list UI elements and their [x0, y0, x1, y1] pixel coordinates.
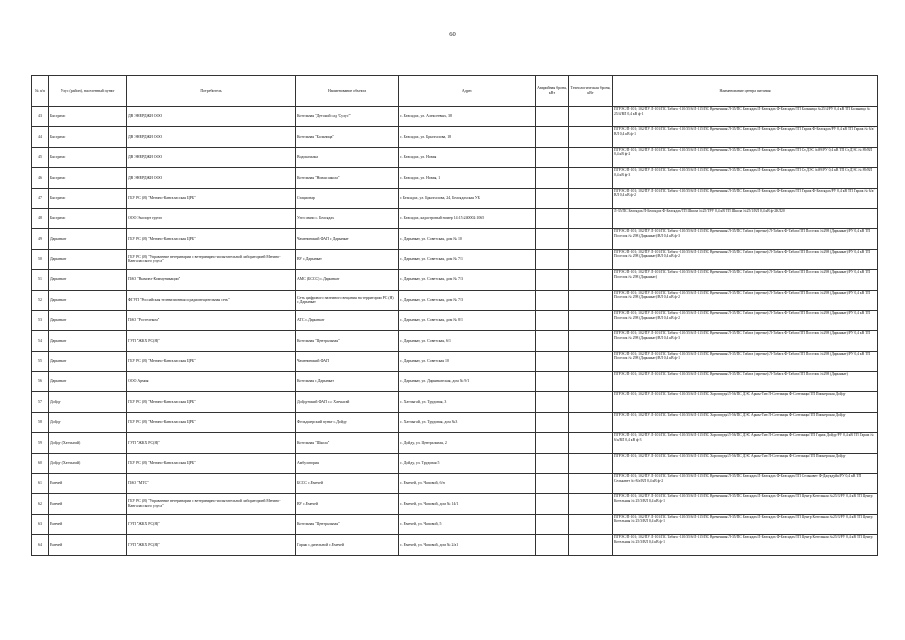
cell-consumer: ГУП "ЖКХ РС(Я)" [127, 433, 296, 453]
cell-emergency-reserve [536, 453, 569, 473]
cell-row-number: 61 [32, 474, 49, 494]
cell-row-number: 52 [32, 290, 49, 310]
cell-emergency-reserve [536, 249, 569, 269]
table-row [32, 372, 878, 392]
cell-row-number: 54 [32, 331, 49, 351]
cell-address: с. Дарынкат, ул. Советская, дом № 8/1 [399, 310, 536, 330]
cell-row-number: 50 [32, 249, 49, 269]
cell-address: с. Беасядах, ул. Новая [399, 147, 536, 167]
cell-address: с. Беасядах, ул. Брызгалова, 18 [399, 127, 536, 147]
table-row [32, 188, 878, 208]
cell-object-name: Амбулатория [296, 453, 399, 473]
cell-row-number: 51 [32, 270, 49, 290]
cell-object-name: Стационар [296, 188, 399, 208]
cell-technological-reserve [569, 494, 613, 514]
cell-technological-reserve [569, 107, 613, 127]
table-row [32, 351, 878, 371]
col-header-consumer: Потребитель [127, 76, 296, 107]
cell-district: Бясгдимс [49, 107, 127, 127]
cell-power-center: ПГРЭС/П-101; 102/ПУ Л-101/ПС Табага -110/35/6/Л-115/ПС Временная/Л-35/ПС Беасядах/Л-Беасядах Ф-Беасядах/ТП Ст.ДЭС №89/РУ 0,4 кВ ТП Ст.ДЭС № 89/ВЛ 0,4 кВ ф-3 [613, 168, 878, 188]
cell-technological-reserve [569, 412, 613, 432]
cell-row-number: 43 [32, 107, 49, 127]
cell-power-center: ПГРЭС/П-101; 102/ПУ Л-101/ПС Табага -110/35/6/Л-115/ПС Хороппудя/Л-56/ПС ДЭС Арыы-Тит/Л-Соттинцы Ф-Соттинцы/ТП Гараж Дойду/РУ 0,4 кВ ТП Гараж № 6/а/ВЛ 0,4 кВ ф-3 [613, 433, 878, 453]
cell-district: Дарынкат [49, 270, 127, 290]
cell-consumer: ПАО "Ростелеком" [127, 310, 296, 330]
cell-emergency-reserve [536, 290, 569, 310]
col-header-district: Улус (район), населенный пункт [49, 76, 127, 107]
cell-object-name: Котельная "Центральная" [296, 514, 399, 534]
cell-row-number: 62 [32, 494, 49, 514]
cell-consumer: ПАО "МТС" [127, 474, 296, 494]
cell-power-center: ПГРЭС/П-101; 102/ПУ Л-101/ПС Табага -110/35/6/Л-115/ПС Временная/Л-35/ПС Табага (заречье)/Л-Табага Ф-Табага/ТП Поселок №298 (Дарынкат)/РУ 0,4 кВ ТП Поселок № 298 (Дарынкат) [613, 270, 878, 290]
cell-consumer: ООО Экспорт групп [127, 208, 296, 228]
cell-object-name: Водокачалка [296, 147, 399, 167]
cell-power-center: ПГРЭС/П-101; 102/ПУ Л-101/ПС Табага -110/35/6/Л-115/ПС Временная/Л-35/ПС Табага (заречье)/Л-Табага Ф-Табага/ТП Поселок №298 (Дарынкат)/РУ 0,4 кВ ТП Поселок № 298 (Дарынкат)/ВЛ 0,4 кВ ф-3 [613, 331, 878, 351]
cell-consumer: ПАО "Вымпел-Коммуникации" [127, 270, 296, 290]
cell-technological-reserve [569, 474, 613, 494]
cell-district: Бясгдимс [49, 168, 127, 188]
col-header-address: Адрес [399, 76, 536, 107]
cell-emergency-reserve [536, 107, 569, 127]
cell-object-name: Узел связи с. Беасядах [296, 208, 399, 228]
cell-row-number: 45 [32, 147, 49, 167]
cell-district: Бясгдимс [49, 208, 127, 228]
cell-address: с. Емечей, ул. Чаповой, дом № 14/1 [399, 494, 536, 514]
cell-emergency-reserve [536, 208, 569, 228]
table-row [32, 229, 878, 249]
cell-emergency-reserve [536, 372, 569, 392]
cell-emergency-reserve [536, 351, 569, 371]
cell-row-number: 48 [32, 208, 49, 228]
cell-technological-reserve [569, 514, 613, 534]
cell-emergency-reserve [536, 229, 569, 249]
col-header-object: Наименование объекта [296, 76, 399, 107]
cell-technological-reserve [569, 351, 613, 371]
cell-consumer: ГБУ РС (Я) "Мегино-Кангаласская ЦРБ" [127, 392, 296, 412]
cell-object-name: АТС с.Дарынкат [296, 310, 399, 330]
table-row [32, 494, 878, 514]
cell-row-number: 49 [32, 229, 49, 249]
cell-power-center: ПГРЭС/П-101; 102/ПУ Л-101/ПС Табага -110/35/6/Л-115/ПС Хороппудя/Л-56/ПС ДЭС Арыы-Тит/Л-Соттинцы Ф-Соттинцы/ТП Пионерская Дойду [613, 453, 878, 473]
cell-power-center: ПГРЭС/П-101; 102/ПУ Л-101/ПС Табага -110/35/6/Л-115/ПС Временная/Л-35/ПС Беасядах/Л-Беасядах Ф-Беасядах/ТП Центр Котельная №25/3/РУ 0,4 кВ ТП Центр Котельная № 25/3/ВЛ 0,4 кВ ф-1 [613, 514, 878, 534]
table-row [32, 392, 878, 412]
cell-technological-reserve [569, 168, 613, 188]
table-row [32, 433, 878, 453]
cell-technological-reserve [569, 535, 613, 555]
cell-emergency-reserve [536, 127, 569, 147]
cell-district: Дойду (Хатчыгай) [49, 433, 127, 453]
table-row [32, 412, 878, 432]
cell-district: Емечей [49, 494, 127, 514]
cell-power-center: ПГРЭС/П-101; 102/ПУ Л-101/ПС Табага -110/35/6/Л-115/ПС Временная/Л-35/ПС Беасядах/Л-Беасядах Ф-Беасядах/ТП Центр Котельная №25/3/РУ 0,4 кВ ТП Центр Котельная № 25/3/ВЛ 0,4 кВ ф-1 [613, 494, 878, 514]
cell-district: Емечей [49, 535, 127, 555]
cell-emergency-reserve [536, 147, 569, 167]
table-row [32, 453, 878, 473]
cell-power-center: ПГРЭС/П-101; 102/ПУ Л-101/ПС Табага -110/35/6/Л-115/ПС Временная/Л-35/ПС Табага (заречье)/Л-Табага Ф-Табага/ТП Поселок №298 (Дарынкат)/РУ 0,4 кВ ТП Поселок № 298 (Дарынкат)/ВЛ 0,4 кВ ф-2 [613, 290, 878, 310]
col-header-power-center: Наименование центра питания [613, 76, 878, 107]
table-header-row [32, 76, 878, 107]
cell-technological-reserve [569, 249, 613, 269]
cell-row-number: 53 [32, 310, 49, 330]
table-row [32, 107, 878, 127]
cell-consumer: ГУП "ЖКХ РС(Я)" [127, 331, 296, 351]
cell-power-center: ПГРЭС/П-101; 102/ПУ Л-101/ПС Табага -110/35/6/Л-115/ПС Хороппудя/Л-56/ПС ДЭС Арыы-Тит/Л-Соттинцы Ф-Соттинцы/ТП Пионерская Дойду [613, 412, 878, 432]
cell-object-name: Фельдшерский пункт с.Дойду [296, 412, 399, 432]
cell-address: с. Беасядах, ул. Алексеевых, 38 [399, 107, 536, 127]
cell-consumer: ГБУ РС (Я) "Управление ветеринарии с ветеринарно-испытательной лабораторией Мегино-Кангаласского улуса" [127, 249, 296, 269]
cell-technological-reserve [569, 310, 613, 330]
cell-emergency-reserve [536, 535, 569, 555]
cell-emergency-reserve [536, 168, 569, 188]
cell-object-name: ВУ с.Емечей [296, 494, 399, 514]
cell-power-center: ПГРЭС/П-101; 102/ПУ Л-101/ПС Табага -110/35/6/Л-115/ПС Временная/Л-35/ПС Беасядах/Л-Беасядах Ф-Беасядах/ТП Ст.ДЭС №89/РУ 0,4 кВ ТП Ст.ДЭС № 89/ВЛ 0,4 кВ ф-2 [613, 147, 878, 167]
cell-power-center: ПГРЭС/П-101; 102/ПУ Л-101/ПС Табага -110/35/6/Л-115/ПС Временная/Л-35/ПС Беасядах/Л-Беасядах Ф-Беасядах/ТП Больница №25/4/РУ 0,4 кВ ТП Больница № 25/4/ВЛ 0,4 кВ ф-1 [613, 107, 878, 127]
cell-consumer: ГУП "ЖКХ РС(Я)" [127, 514, 296, 534]
table-body [32, 107, 878, 556]
cell-consumer: ФГУП "Российская телевизионная и радиовещательная сеть" [127, 290, 296, 310]
cell-address: с. Дарынкат, ул. Советская, 6/1 [399, 331, 536, 351]
cell-row-number: 58 [32, 412, 49, 432]
table-row [32, 249, 878, 269]
cell-consumer: ДВ ЭНЕРДЖИ ООО [127, 168, 296, 188]
cell-address: с. Емечей, ул. Чаповой, 5 [399, 514, 536, 534]
cell-consumer: ООО Армия [127, 372, 296, 392]
cell-address: с. Дарынкат, ул. Советская, дом № 7/3 [399, 270, 536, 290]
cell-row-number: 55 [32, 351, 49, 371]
cell-row-number: 59 [32, 433, 49, 453]
table-row [32, 147, 878, 167]
col-header-technological-reserve: Технологическая броня, кВт [569, 76, 613, 107]
cell-district: Дарынкат [49, 290, 127, 310]
cell-consumer: ГБУ РС (Я) "Управление ветеринарии с ветеринарно-испытательной лабораторией Мегино-Кангаласского улуса" [127, 494, 296, 514]
cell-power-center: ПГРЭС/П-101; 102/ПУ Л-101/ПС Табага -110/35/6/Л-115/ПС Временная/Л-35/ПС Беасядах/Л-Беасядах Ф-Беасядах/ТП Селькавет Ф-Джукдуйк/РУ 0,4 кВ ТП Селькавет №-8/а/ВЛ 0,4 кВ ф-2 [613, 474, 878, 494]
cell-row-number: 64 [32, 535, 49, 555]
cell-row-number: 56 [32, 372, 49, 392]
cell-technological-reserve [569, 147, 613, 167]
cell-address: с. Дойду, ул. Центральная, 2 [399, 433, 536, 453]
cell-district: Дойду [49, 392, 127, 412]
cell-address: с. Хатчыгай, ул. Трудовая, 3 [399, 392, 536, 412]
cell-power-center: ПГРЭС/П-101; 102/ПУ Л-101/ПС Табага -110/35/6/Л-115/ПС Временная/Л-35/ПС Табага (заречье)/Л-Табага Ф-Табага/ТП Поселок №298 (Дарынкат) [613, 372, 878, 392]
cell-row-number: 57 [32, 392, 49, 412]
cell-row-number: 44 [32, 127, 49, 147]
cell-address: с. Емечей, ул. Чаповой, б/н [399, 474, 536, 494]
cell-district: Дарынкат [49, 229, 127, 249]
cell-district: Дарынкат [49, 310, 127, 330]
table-row [32, 208, 878, 228]
table-row [32, 535, 878, 555]
cell-technological-reserve [569, 188, 613, 208]
page-number: 60 [449, 31, 456, 38]
cell-technological-reserve [569, 270, 613, 290]
cell-address: с. Дарынкат, ул. Советская 10 [399, 351, 536, 371]
cell-consumer: ГУП "ЖКХ РС(Я)" [127, 535, 296, 555]
cell-emergency-reserve [536, 433, 569, 453]
cell-technological-reserve [569, 290, 613, 310]
table-row [32, 474, 878, 494]
cell-technological-reserve [569, 331, 613, 351]
cell-power-center: ПГРЭС/П-101; 102/ПУ Л-101/ПС Табага -110/35/6/Л-115/ПС Временная/Л-35/ПС Табага (заречье)/Л-Табага Ф-Табага/ТП Поселок №298 (Дарынкат)/РУ 0,4 кВ ТП Поселок № 298 (Дарынкат)/ВЛ 0,4 кВ ф-2 [613, 310, 878, 330]
cell-technological-reserve [569, 433, 613, 453]
cell-object-name: ВУ с.Дарынкат [296, 249, 399, 269]
cell-consumer: ГБУ РС (Я) "Мегино-Кангаласская ЦРБ" [127, 229, 296, 249]
cell-object-name: БССС с.Емечей [296, 474, 399, 494]
cell-technological-reserve [569, 208, 613, 228]
table-row [32, 331, 878, 351]
cell-address: с. Дарынкат, ул. Дарынкатская, дом № 9/1 [399, 372, 536, 392]
cell-row-number: 63 [32, 514, 49, 534]
cell-district: Бясгдимс [49, 188, 127, 208]
cell-district: Дойду (Хатчыгай) [49, 453, 127, 473]
cell-district: Дарынкат [49, 351, 127, 371]
cell-emergency-reserve [536, 392, 569, 412]
table-row [32, 270, 878, 290]
cell-district: Дарынкат [49, 249, 127, 269]
cell-row-number: 60 [32, 453, 49, 473]
cell-object-name: Котельная с.Дарынкат [296, 372, 399, 392]
cell-address: с Беасядах, ул. Брызгалова, 24, Беасядахская УБ [399, 188, 536, 208]
cell-district: Емечей [49, 514, 127, 534]
table-row [32, 514, 878, 534]
cell-emergency-reserve [536, 494, 569, 514]
cell-emergency-reserve [536, 412, 569, 432]
cell-address: с. Емечей, ул. Чаповой, дом № 2/а1 [399, 535, 536, 555]
cell-object-name: Сеть цифрового наземного вещания на территории РС (Я) с.Дарынкат [296, 290, 399, 310]
cell-address: с. Беасядах, кадастровый номер 14:15:240002:1065 [399, 208, 536, 228]
cell-technological-reserve [569, 229, 613, 249]
cell-object-name: АМС (БССС) с.Дарынкат [296, 270, 399, 290]
cell-consumer: ДВ ЭНЕРДЖИ ООО [127, 107, 296, 127]
cell-emergency-reserve [536, 474, 569, 494]
cell-object-name: Котельная "Больница" [296, 127, 399, 147]
cell-row-number: 46 [32, 168, 49, 188]
cell-consumer: ГБУ РС (Я) "Мегино-Кангаласская ЦРБ" [127, 412, 296, 432]
cell-power-center: ПГРЭС/П-101; 102/ПУ Л-101/ПС Табага -110/35/6/Л-115/ПС Временная/Л-35/ПС Беасядах/Л-Беасядах Ф-Беасядах/ТП Центр Котельная №25/3/РУ 0,4 кВ ТП Центр Котельная № 25/3/ВЛ 0,4 кВ ф-1 [613, 535, 878, 555]
cell-consumer: ГБУ РС (Я) "Мегино-Кангаласская ЦРБ" [127, 351, 296, 371]
cell-power-center: ПГРЭС/П-101; 102/ПУ Л-101/ПС Табага -110/35/6/Л-115/ПС Временная/Л-35/ПС Табага (заречье)/Л-Табага Ф-Табага/ТП Поселок №298 (Дарынкат)/РУ 0,4 кВ ТП Поселок № 298 (Дарынкат)/ВЛ 0,4 кВ ф-1 [613, 351, 878, 371]
cell-technological-reserve [569, 127, 613, 147]
col-header-emergency-reserve: Аварийная броня, кВт [536, 76, 569, 107]
cell-consumer: ГБУ РС (Я) "Мегино-Кангаласская ЦРБ" [127, 188, 296, 208]
table-row [32, 290, 878, 310]
cell-technological-reserve [569, 392, 613, 412]
cell-object-name: Котельная "Детский сад 'Сулус'" [296, 107, 399, 127]
cell-consumer: ДВ ЭНЕРДЖИ ООО [127, 127, 296, 147]
cell-address: с. Дарынкат, ул. Советская, дом № 7/3 [399, 290, 536, 310]
cell-power-center: ПГРЭС/П-101; 102/ПУ Л-101/ПС Табага -110/35/6/Л-115/ПС Временная/Л-35/ПС Табага (заречье)/Л-Табага Ф-Табага/ТП Поселок №298 (Дарынкат)/РУ 0,4 кВ ТП Поселок № 298 (Дарынкат)/ВЛ 0,4 кВ ф-3 [613, 229, 878, 249]
cell-power-center: Л-35/ПС Беасядах/Л-Беасядах Ф-Беасядах/ТП Школа №25/ТРУ 0,4 кВ ТП Школа №25/1/ВЛ 0,4 кВ ф-2КЛ20 [613, 208, 878, 228]
cell-object-name: Котельная "Школа" [296, 433, 399, 453]
cell-object-name: Чаменинский ФАП с Дарынкат [296, 229, 399, 249]
cell-object-name: Гараж с.дизельной с.Емечей [296, 535, 399, 555]
table-row [32, 127, 878, 147]
cell-power-center: ПГРЭС/П-101; 102/ПУ Л-101/ПС Табага -110/35/6/Л-115/ПС Временная/Л-35/ПС Беасядах/Л-Беасядах Ф-Беасядах/ТП Гараж Ф-Беасядах/РУ 0,4 кВ ТП Гараж № 6/а/ВЛ 0,4 кВ ф-2 [613, 188, 878, 208]
cell-consumer: ДВ ЭНЕРДЖИ ООО [127, 147, 296, 167]
cell-power-center: ПГРЭС/П-101; 102/ПУ Л-101/ПС Табага -110/35/6/Л-115/ПС Временная/Л-35/ПС Беасядах/Л-Беасядах Ф-Беасядах/ТП Гараж Ф-Беасядах/РУ 0,4 кВ ТП Гараж № 6/а/ВЛ 0,4 кВ ф-1 [613, 127, 878, 147]
cell-district: Бясгдимс [49, 127, 127, 147]
cell-object-name: Котельная "Центральная" [296, 331, 399, 351]
cell-technological-reserve [569, 453, 613, 473]
cell-address: с. Дойду, ул. Трудовая 5 [399, 453, 536, 473]
cell-district: Дарынкат [49, 331, 127, 351]
cell-emergency-reserve [536, 188, 569, 208]
table-row [32, 310, 878, 330]
cell-emergency-reserve [536, 331, 569, 351]
cell-district: Емечей [49, 474, 127, 494]
col-header-number: № п/п [32, 76, 49, 107]
cell-technological-reserve [569, 372, 613, 392]
cell-address: с. Хатчыгай, ул. Трудовая, дом №3 [399, 412, 536, 432]
cell-address: с. Беасядах, ул. Новая, 1 [399, 168, 536, 188]
cell-object-name: Дойдунский ФАП с.с Хатчыгай [296, 392, 399, 412]
cell-address: с. Дарынкат, ул. Советская, дом № 7/1 [399, 249, 536, 269]
cell-district: Дойду [49, 412, 127, 432]
cell-district: Дарынкат [49, 372, 127, 392]
cell-object-name: Чаменинский ФАП [296, 351, 399, 371]
cell-emergency-reserve [536, 310, 569, 330]
cell-emergency-reserve [536, 514, 569, 534]
cell-power-center: ПГРЭС/П-101; 102/ПУ Л-101/ПС Табага -110/35/6/Л-115/ПС Хороппудя/Л-56/ПС ДЭС Арыы-Тит/Л-Соттинцы Ф-Соттинцы/ТП Пионерская Дойду [613, 392, 878, 412]
cell-power-center: ПГРЭС/П-101; 102/ПУ Л-101/ПС Табага -110/35/6/Л-115/ПС Временная/Л-35/ПС Табага (заречье)/Л-Табага Ф-Табага/ТП Поселок №298 (Дарынкат)/РУ 0,4 кВ ТП Поселок № 298 (Дарынкат)/ВЛ 0,4 кВ ф-2 [613, 249, 878, 269]
table-row [32, 168, 878, 188]
cell-district: Бясгдимс [49, 147, 127, 167]
cell-object-name: Котельная "Новая школа" [296, 168, 399, 188]
cell-row-number: 47 [32, 188, 49, 208]
power-consumers-table [31, 75, 878, 556]
cell-consumer: ГБУ РС (Я) "Мегино-Кангаласская ЦРБ" [127, 453, 296, 473]
cell-emergency-reserve [536, 270, 569, 290]
cell-address: с. Дарынкат, ул. Советская, дом № 10 [399, 229, 536, 249]
